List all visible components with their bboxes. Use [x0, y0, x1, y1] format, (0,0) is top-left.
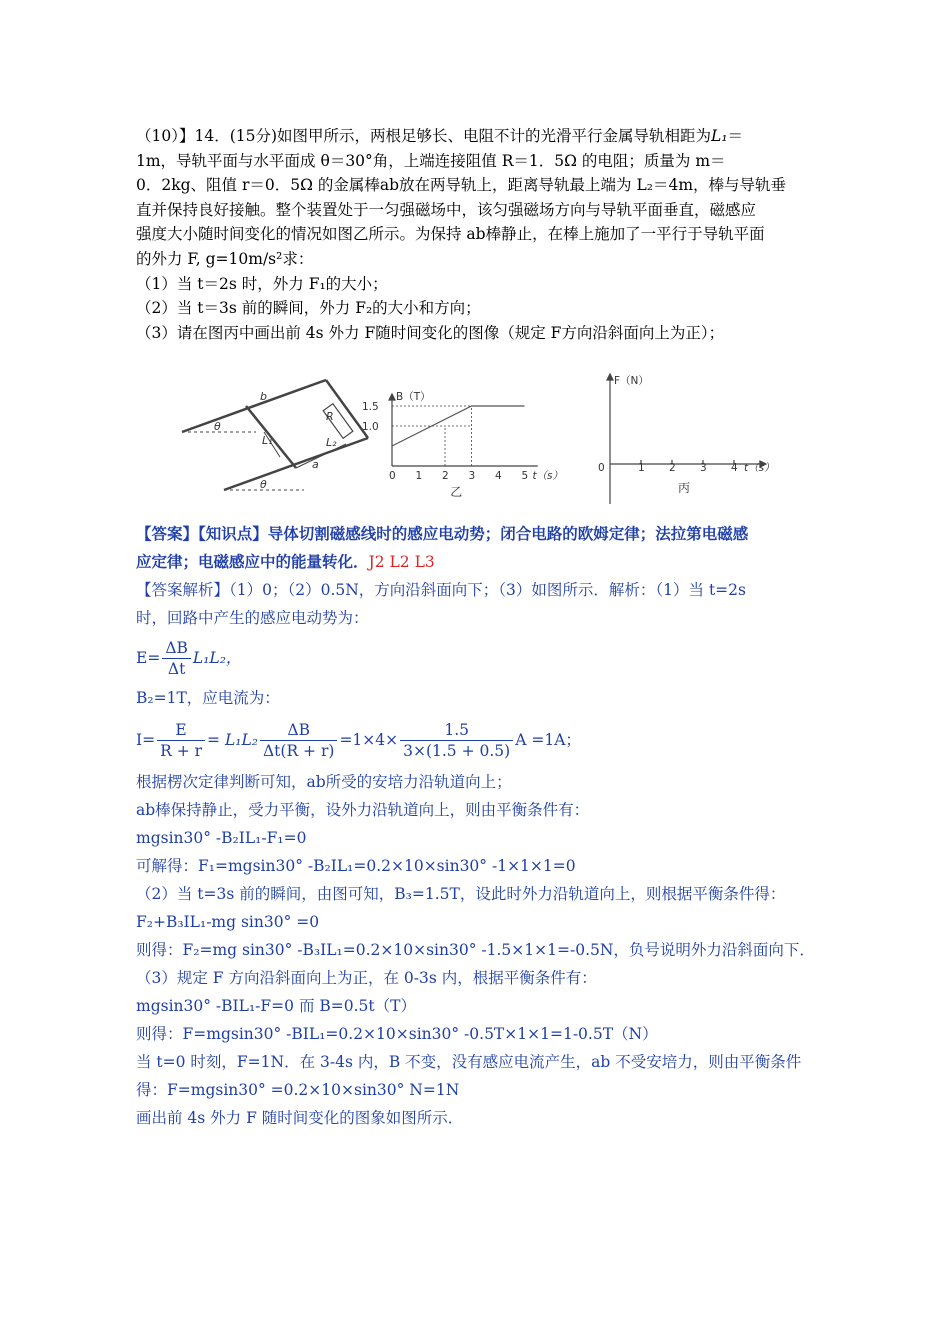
denominator: R + r	[160, 741, 203, 760]
upper-rail	[182, 380, 326, 432]
label-r: R	[326, 410, 334, 423]
answer-line: 根据楞次定律判断可知，ab所受的安培力沿轨道向上；	[136, 773, 512, 791]
b-series-line	[392, 406, 525, 446]
answer-line: （3）规定 F 方向沿斜面向上为正，在 0-3s 内，根据平衡条件有：	[136, 969, 597, 987]
equation-current	[136, 712, 826, 768]
question-line-2: 1m，导轨平面与水平面成 θ＝30°角，上端连接阻值 R＝1．5Ω 的电阻；质量为 m＝	[136, 151, 726, 170]
question-text: （10）】14．(15分)如图甲所示，两根足够长、电阻不计的光滑平行金属导轨相距为	[136, 127, 712, 145]
sub-question-1: （1）当 t＝2s 时，外力 F₁的大小；	[136, 274, 388, 293]
x-tick-label: 4	[495, 470, 502, 482]
answer-line: 则得：F₂=mg sin30° -B₃IL₁=0.2×10×sin30° -1.5×1×1=-0.5N，负号说明外力沿斜面向下．	[136, 941, 815, 959]
fraction	[162, 638, 191, 679]
answer-line: B₂=1T，应电流为：	[136, 689, 280, 707]
x-tick-label: 0	[598, 462, 605, 474]
x-axis-label: t（s）	[532, 470, 564, 482]
figure-bing-chart	[590, 366, 790, 506]
fraction	[157, 720, 205, 761]
answer-line: 可解得：F₁=mgsin30° -B₂IL₁=0.2×10×sin30° -1×1×1=0	[136, 857, 576, 875]
lower-rail	[224, 438, 368, 490]
answer-line: 画出前 4s 外力 F 随时间变化的图象如图所示．	[136, 1109, 464, 1127]
figure-jia-rails	[176, 372, 376, 498]
eq-rhs: L₁L₂，	[192, 649, 242, 667]
fraction	[260, 720, 337, 761]
answer-line: 则得：F=mgsin30° -BIL₁=0.2×10×sin30° -0.5T×1×1=1-0.5T（N）	[136, 1025, 658, 1043]
question-text: ＝	[727, 127, 744, 145]
answer-line	[136, 548, 826, 576]
answer-line: F₂+B₃IL₁-mg sin30° =0	[136, 913, 320, 931]
y-tick-label: 1.0	[362, 421, 379, 433]
x-axis-label: t（s）	[744, 462, 775, 474]
answer-line: mgsin30° -BIL₁-F=0 而 B=0.5t（T）	[136, 997, 416, 1015]
y-axis-arrow	[607, 374, 613, 380]
question-line-4: 直并保持良好接触。整个装置处于一匀强磁场中，该匀强磁场方向与导轨平面垂直，磁感应	[136, 200, 757, 219]
label-b: b	[260, 390, 267, 403]
answer-line: mgsin30° -B₂IL₁-F₁=0	[136, 829, 307, 847]
x-tick-label: 3	[468, 470, 476, 482]
answer-line: 【答案解析】（1）0；（2）0.5N，方向沿斜面向下；（3）如图所示．解析：（1）当 t=2s	[136, 581, 746, 599]
label-theta-top: θ	[214, 420, 221, 433]
answer-knowledge: 【答案】【知识点】导体切割磁感线时的感应电动势；闭合电路的欧姆定律；法拉第电磁感	[136, 524, 749, 543]
eq-lhs: E=	[136, 649, 161, 667]
eq-lhs: I=	[136, 731, 156, 749]
equation-emf	[136, 632, 826, 684]
eq-mid: = L₁L₂	[207, 731, 258, 749]
answer-block	[136, 520, 826, 1132]
answer-line: （2）当 t=3s 前的瞬间，由图可知，B₃=1.5T，设此时外力沿轨道向上，则根据平衡条件得：	[136, 885, 786, 903]
answer-line: 时，回路中产生的感应电动势为：	[136, 609, 369, 627]
x-tick-label: 2	[669, 462, 676, 474]
y-axis-label: F（N）	[614, 375, 649, 387]
answer-line	[136, 520, 826, 548]
figure-yi-chart	[360, 366, 580, 500]
denominator: Δt	[167, 659, 186, 678]
x-tick-label: 2	[442, 470, 449, 482]
answer-knowledge-cont: 应定律；电磁感应中的能量转化．	[136, 552, 369, 571]
question-line-6: 的外力 F, g=10m/s²求：	[136, 249, 314, 268]
y-axis-arrow	[389, 394, 395, 400]
fraction	[400, 720, 513, 761]
question-line-3: 0．2kg、阻值 r＝0．5Ω 的金属棒ab放在两导轨上，距离导轨最上端为 L₂＝4m，棒与导轨垂	[136, 176, 787, 195]
x-tick-label: 5	[521, 470, 529, 482]
numerator: 1.5	[400, 720, 513, 741]
answer-line: 得：F=mgsin30° =0.2×10×sin30° N=1N	[136, 1081, 460, 1099]
question-block	[136, 124, 826, 345]
question-line-5: 强度大小随时间变化的情况如图乙所示。为保持 ab棒静止，在棒上施加了一平行于导轨平面	[136, 225, 765, 244]
y-axis-label: B（T）	[396, 391, 431, 403]
sub-question-3: （3）请在图丙中画出前 4s 外力 F随时间变化的图像（规定 F方向沿斜面向上为正）；	[136, 323, 725, 342]
answer-line: ab棒保持静止，受力平衡，设外力沿轨道向上，则由平衡条件有：	[136, 801, 590, 819]
figure-caption: 乙	[450, 485, 463, 499]
eq-end: A =1A；	[515, 731, 581, 749]
denominator: 3×(1.5 + 0.5)	[403, 741, 511, 760]
label-l2: L₂	[326, 436, 337, 449]
answer-line: 当 t=0 时刻，F=1N．在 3-4s 内，B 不变，没有感应电流产生，ab 不受安培力，则由平衡条件	[136, 1053, 802, 1071]
x-tick-label: 1	[415, 470, 423, 482]
label-l1: L₁	[262, 434, 273, 447]
question-line-1	[136, 124, 826, 149]
knowledge-codes: J2 L2 L3	[368, 553, 435, 571]
x-tick-label: 1	[638, 462, 645, 474]
l2-arrow	[296, 444, 346, 468]
x-tick-label: 3	[700, 462, 707, 474]
numerator: ΔB	[162, 638, 191, 659]
x-tick-label: 4	[731, 462, 738, 474]
label-theta-bottom: θ	[260, 478, 267, 491]
y-tick-label: 1.5	[362, 401, 379, 413]
x-tick-label: 0	[389, 470, 396, 482]
figure-caption: 丙	[678, 481, 691, 495]
denominator: Δt(R + r)	[262, 741, 335, 760]
label-a: a	[312, 458, 319, 471]
numerator: ΔB	[260, 720, 337, 741]
sub-question-2: （2）当 t＝3s 前的瞬间，外力 F₂的大小和方向；	[136, 299, 481, 318]
numerator: E	[157, 720, 205, 741]
eq-mid: =1×4×	[339, 731, 399, 749]
l1-symbol: L₁	[711, 127, 728, 145]
